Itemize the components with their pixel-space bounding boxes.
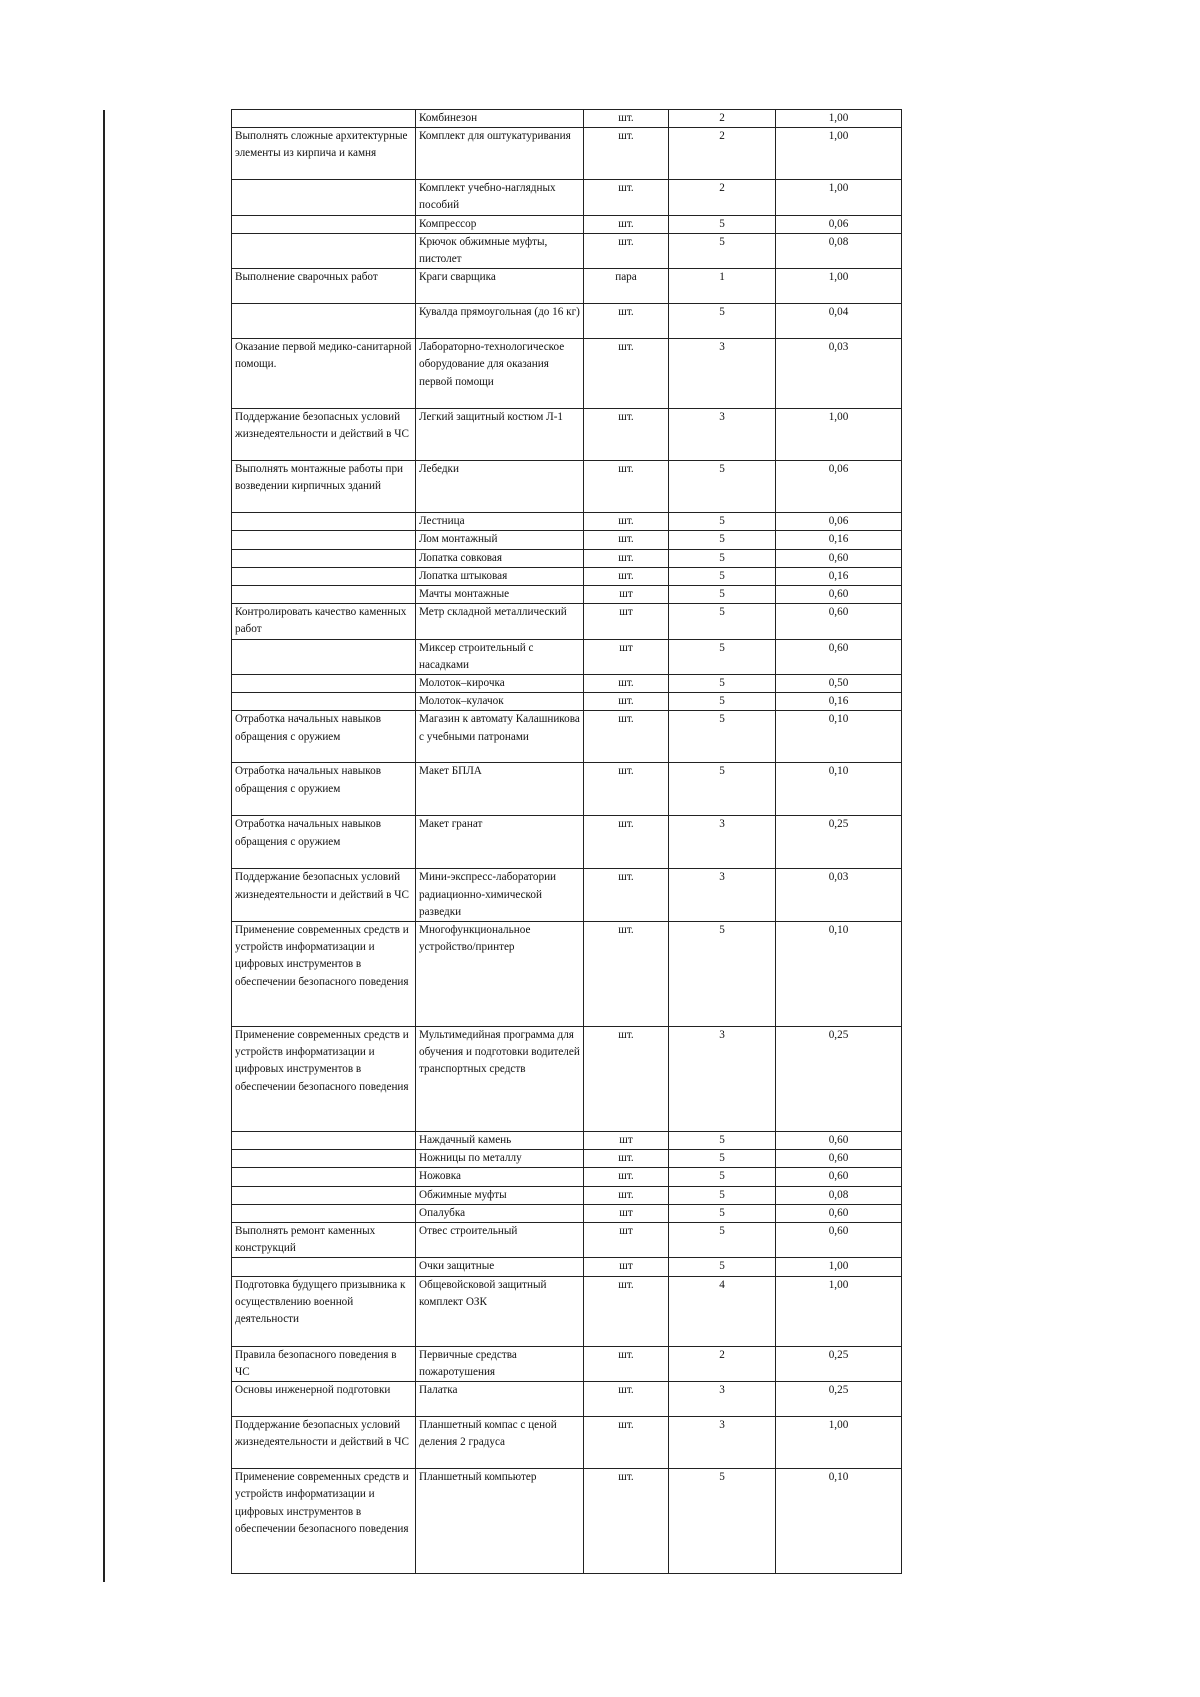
item-name-cell: Многофункциональное устройство/принтер (416, 922, 584, 1027)
table-row (232, 922, 902, 1027)
table-row (232, 1204, 902, 1222)
item-name-cell: Лопатка штыковая (416, 567, 584, 585)
coefficient-cell: 0,06 (776, 513, 902, 531)
coefficient-cell: 0,60 (776, 604, 902, 639)
item-name-cell: Макет БПЛА (416, 763, 584, 816)
unit-cell: шт. (584, 1276, 669, 1346)
unit-cell: шт. (584, 409, 669, 461)
table-row (232, 549, 902, 567)
coefficient-cell: 0,25 (776, 1346, 902, 1381)
activity-cell (232, 1186, 416, 1204)
activity-cell: Поддержание безопасных условий жизнедеятельности и действий в ЧС (232, 869, 416, 922)
activity-cell: Правила безопасного поведения в ЧС (232, 1346, 416, 1381)
table-row (232, 1186, 902, 1204)
unit-cell: шт. (584, 693, 669, 711)
table-row (232, 1258, 902, 1276)
item-name-cell: Магазин к автомату Калашникова с учебными патронами (416, 711, 584, 763)
table-row (232, 639, 902, 674)
quantity-cell: 5 (669, 711, 776, 763)
unit-cell: шт. (584, 1346, 669, 1381)
table-row (232, 269, 902, 304)
item-name-cell: Лопатка совковая (416, 549, 584, 567)
activity-cell (232, 1204, 416, 1222)
quantity-cell: 5 (669, 513, 776, 531)
activity-cell (232, 586, 416, 604)
coefficient-cell: 0,60 (776, 549, 902, 567)
unit-cell: шт. (584, 711, 669, 763)
table-row (232, 869, 902, 922)
quantity-cell: 5 (669, 586, 776, 604)
table-row (232, 1382, 902, 1417)
activity-cell: Выполнять сложные архитектурные элементы из кирпича и камня (232, 128, 416, 180)
quantity-cell: 5 (669, 1223, 776, 1258)
activity-cell: Контролировать качество каменных работ (232, 604, 416, 639)
item-name-cell: Лебедки (416, 461, 584, 513)
activity-cell: Применение современных средств и устройств информатизации и цифровых инструментов в обеспечении безопасного поведения (232, 922, 416, 1027)
coefficient-cell: 0,16 (776, 567, 902, 585)
activity-cell: Поддержание безопасных условий жизнедеятельности и действий в ЧС (232, 409, 416, 461)
table-row (232, 1132, 902, 1150)
quantity-cell: 2 (669, 1346, 776, 1381)
item-name-cell: Палатка (416, 1382, 584, 1417)
item-name-cell: Комбинезон (416, 110, 584, 128)
coefficient-cell: 1,00 (776, 409, 902, 461)
quantity-cell: 5 (669, 1204, 776, 1222)
quantity-cell: 5 (669, 763, 776, 816)
coefficient-cell: 0,10 (776, 763, 902, 816)
quantity-cell: 3 (669, 339, 776, 409)
coefficient-cell: 0,03 (776, 339, 902, 409)
quantity-cell: 5 (669, 1469, 776, 1574)
item-name-cell: Компрессор (416, 215, 584, 233)
unit-cell: шт. (584, 461, 669, 513)
quantity-cell: 5 (669, 233, 776, 268)
coefficient-cell: 0,08 (776, 233, 902, 268)
table-row (232, 675, 902, 693)
activity-cell (232, 304, 416, 339)
coefficient-cell: 0,06 (776, 461, 902, 513)
table-row (232, 1150, 902, 1168)
coefficient-cell: 0,60 (776, 639, 902, 674)
item-name-cell: Ножницы по металлу (416, 1150, 584, 1168)
item-name-cell: Комплект учебно-наглядных пособий (416, 180, 584, 215)
activity-cell (232, 110, 416, 128)
table-row (232, 1223, 902, 1258)
item-name-cell: Планшетный компас с ценой деления 2 градуса (416, 1417, 584, 1469)
unit-cell: шт. (584, 1027, 669, 1132)
unit-cell: шт (584, 1223, 669, 1258)
unit-cell: шт. (584, 1168, 669, 1186)
activity-cell (232, 675, 416, 693)
unit-cell: шт. (584, 922, 669, 1027)
table-row (232, 1276, 902, 1346)
coefficient-cell: 0,25 (776, 816, 902, 869)
left-margin-line (103, 110, 105, 1582)
activity-cell (232, 567, 416, 585)
quantity-cell: 5 (669, 215, 776, 233)
coefficient-cell: 0,25 (776, 1027, 902, 1132)
item-name-cell: Макет гранат (416, 816, 584, 869)
table-row (232, 763, 902, 816)
quantity-cell: 5 (669, 1186, 776, 1204)
unit-cell: шт (584, 1204, 669, 1222)
unit-cell: шт. (584, 675, 669, 693)
item-name-cell: Молоток–кулачок (416, 693, 584, 711)
coefficient-cell: 0,06 (776, 215, 902, 233)
activity-cell: Применение современных средств и устройств информатизации и цифровых инструментов в обеспечении безопасного поведения (232, 1027, 416, 1132)
unit-cell: шт. (584, 339, 669, 409)
table-row (232, 1346, 902, 1381)
unit-cell: шт. (584, 110, 669, 128)
item-name-cell: Очки защитные (416, 1258, 584, 1276)
coefficient-cell: 1,00 (776, 180, 902, 215)
table-row (232, 513, 902, 531)
item-name-cell: Ножовка (416, 1168, 584, 1186)
coefficient-cell: 0,60 (776, 1204, 902, 1222)
unit-cell: шт (584, 1258, 669, 1276)
quantity-cell: 5 (669, 1168, 776, 1186)
table-row (232, 693, 902, 711)
unit-cell: шт. (584, 1186, 669, 1204)
coefficient-cell: 0,10 (776, 922, 902, 1027)
item-name-cell: Комплект для оштукатуривания (416, 128, 584, 180)
activity-cell: Применение современных средств и устройств информатизации и цифровых инструментов в обеспечении безопасного поведения (232, 1469, 416, 1574)
item-name-cell: Мультимедийная программа для обучения и подготовки водителей транспортных средств (416, 1027, 584, 1132)
quantity-cell: 3 (669, 1027, 776, 1132)
item-name-cell: Молоток–кирочка (416, 675, 584, 693)
quantity-cell: 5 (669, 922, 776, 1027)
item-name-cell: Общевойсковой защитный комплект ОЗК (416, 1276, 584, 1346)
activity-cell (232, 639, 416, 674)
activity-cell: Выполнять ремонт каменных конструкций (232, 1223, 416, 1258)
item-name-cell: Кувалда прямоугольная (до 16 кг) (416, 304, 584, 339)
table-row (232, 128, 902, 180)
activity-cell: Выполнение сварочных работ (232, 269, 416, 304)
quantity-cell: 5 (669, 1132, 776, 1150)
activity-cell: Оказание первой медико-санитарной помощи. (232, 339, 416, 409)
table-row (232, 180, 902, 215)
activity-cell (232, 1150, 416, 1168)
unit-cell: шт. (584, 763, 669, 816)
unit-cell: шт. (584, 816, 669, 869)
item-name-cell: Первичные средства пожаротушения (416, 1346, 584, 1381)
unit-cell: шт (584, 1132, 669, 1150)
quantity-cell: 3 (669, 816, 776, 869)
table-row (232, 461, 902, 513)
item-name-cell: Лабораторно-технологическое оборудование для оказания первой помощи (416, 339, 584, 409)
activity-cell (232, 180, 416, 215)
table-row (232, 1417, 902, 1469)
quantity-cell: 4 (669, 1276, 776, 1346)
quantity-cell: 2 (669, 110, 776, 128)
table-row (232, 567, 902, 585)
unit-cell: шт (584, 604, 669, 639)
coefficient-cell: 1,00 (776, 269, 902, 304)
unit-cell: пара (584, 269, 669, 304)
unit-cell: шт (584, 586, 669, 604)
coefficient-cell: 0,16 (776, 693, 902, 711)
activity-cell (232, 531, 416, 549)
equipment-table (231, 109, 902, 1574)
quantity-cell: 1 (669, 269, 776, 304)
activity-cell: Отработка начальных навыков обращения с оружием (232, 763, 416, 816)
table-row (232, 816, 902, 869)
item-name-cell: Лом монтажный (416, 531, 584, 549)
coefficient-cell: 0,60 (776, 586, 902, 604)
unit-cell: шт. (584, 549, 669, 567)
unit-cell: шт. (584, 1469, 669, 1574)
item-name-cell: Крючок обжимные муфты, пистолет (416, 233, 584, 268)
quantity-cell: 5 (669, 549, 776, 567)
quantity-cell: 5 (669, 461, 776, 513)
quantity-cell: 3 (669, 1417, 776, 1469)
quantity-cell: 5 (669, 567, 776, 585)
unit-cell: шт. (584, 128, 669, 180)
table-row (232, 110, 902, 128)
activity-cell: Выполнять монтажные работы при возведении кирпичных зданий (232, 461, 416, 513)
unit-cell: шт (584, 639, 669, 674)
unit-cell: шт. (584, 215, 669, 233)
unit-cell: шт. (584, 180, 669, 215)
item-name-cell: Отвес строительный (416, 1223, 584, 1258)
coefficient-cell: 0,50 (776, 675, 902, 693)
quantity-cell: 5 (669, 531, 776, 549)
table-row (232, 711, 902, 763)
unit-cell: шт. (584, 567, 669, 585)
table-row (232, 233, 902, 268)
item-name-cell: Обжимные муфты (416, 1186, 584, 1204)
quantity-cell: 5 (669, 304, 776, 339)
quantity-cell: 3 (669, 1382, 776, 1417)
item-name-cell: Планшетный компьютер (416, 1469, 584, 1574)
table-row (232, 409, 902, 461)
coefficient-cell: 0,03 (776, 869, 902, 922)
activity-cell (232, 215, 416, 233)
table-row (232, 215, 902, 233)
table-row (232, 1469, 902, 1574)
quantity-cell: 5 (669, 639, 776, 674)
unit-cell: шт. (584, 304, 669, 339)
coefficient-cell: 0,60 (776, 1132, 902, 1150)
table-row (232, 531, 902, 549)
unit-cell: шт. (584, 233, 669, 268)
quantity-cell: 5 (669, 604, 776, 639)
quantity-cell: 2 (669, 128, 776, 180)
coefficient-cell: 1,00 (776, 1276, 902, 1346)
table-row (232, 604, 902, 639)
quantity-cell: 5 (669, 1150, 776, 1168)
item-name-cell: Опалубка (416, 1204, 584, 1222)
coefficient-cell: 0,10 (776, 1469, 902, 1574)
item-name-cell: Метр складной металлический (416, 604, 584, 639)
item-name-cell: Мачты монтажные (416, 586, 584, 604)
quantity-cell: 5 (669, 675, 776, 693)
unit-cell: шт. (584, 1150, 669, 1168)
activity-cell: Поддержание безопасных условий жизнедеятельности и действий в ЧС (232, 1417, 416, 1469)
item-name-cell: Мини-экспресс-лаборатории радиационно-химической разведки (416, 869, 584, 922)
activity-cell (232, 1168, 416, 1186)
activity-cell (232, 513, 416, 531)
activity-cell (232, 1132, 416, 1150)
coefficient-cell: 0,60 (776, 1150, 902, 1168)
quantity-cell: 3 (669, 869, 776, 922)
activity-cell: Отработка начальных навыков обращения с оружием (232, 816, 416, 869)
table-row (232, 1168, 902, 1186)
activity-cell (232, 1258, 416, 1276)
activity-cell: Основы инженерной подготовки (232, 1382, 416, 1417)
item-name-cell: Легкий защитный костюм Л-1 (416, 409, 584, 461)
coefficient-cell: 0,25 (776, 1382, 902, 1417)
quantity-cell: 3 (669, 409, 776, 461)
unit-cell: шт. (584, 531, 669, 549)
coefficient-cell: 0,60 (776, 1223, 902, 1258)
coefficient-cell: 1,00 (776, 110, 902, 128)
table-row (232, 304, 902, 339)
activity-cell (232, 549, 416, 567)
item-name-cell: Наждачный камень (416, 1132, 584, 1150)
unit-cell: шт. (584, 513, 669, 531)
table-row (232, 586, 902, 604)
quantity-cell: 2 (669, 180, 776, 215)
coefficient-cell: 0,60 (776, 1168, 902, 1186)
item-name-cell: Миксер строительный с насадками (416, 639, 584, 674)
item-name-cell: Краги сварщика (416, 269, 584, 304)
coefficient-cell: 1,00 (776, 1258, 902, 1276)
table-row (232, 1027, 902, 1132)
activity-cell (232, 233, 416, 268)
unit-cell: шт. (584, 869, 669, 922)
coefficient-cell: 1,00 (776, 1417, 902, 1469)
unit-cell: шт. (584, 1382, 669, 1417)
activity-cell: Подготовка будущего призывника к осуществлению военной деятельности (232, 1276, 416, 1346)
coefficient-cell: 1,00 (776, 128, 902, 180)
unit-cell: шт. (584, 1417, 669, 1469)
coefficient-cell: 0,16 (776, 531, 902, 549)
coefficient-cell: 0,08 (776, 1186, 902, 1204)
quantity-cell: 5 (669, 693, 776, 711)
table-row (232, 339, 902, 409)
activity-cell (232, 693, 416, 711)
coefficient-cell: 0,04 (776, 304, 902, 339)
activity-cell: Отработка начальных навыков обращения с оружием (232, 711, 416, 763)
coefficient-cell: 0,10 (776, 711, 902, 763)
item-name-cell: Лестница (416, 513, 584, 531)
quantity-cell: 5 (669, 1258, 776, 1276)
